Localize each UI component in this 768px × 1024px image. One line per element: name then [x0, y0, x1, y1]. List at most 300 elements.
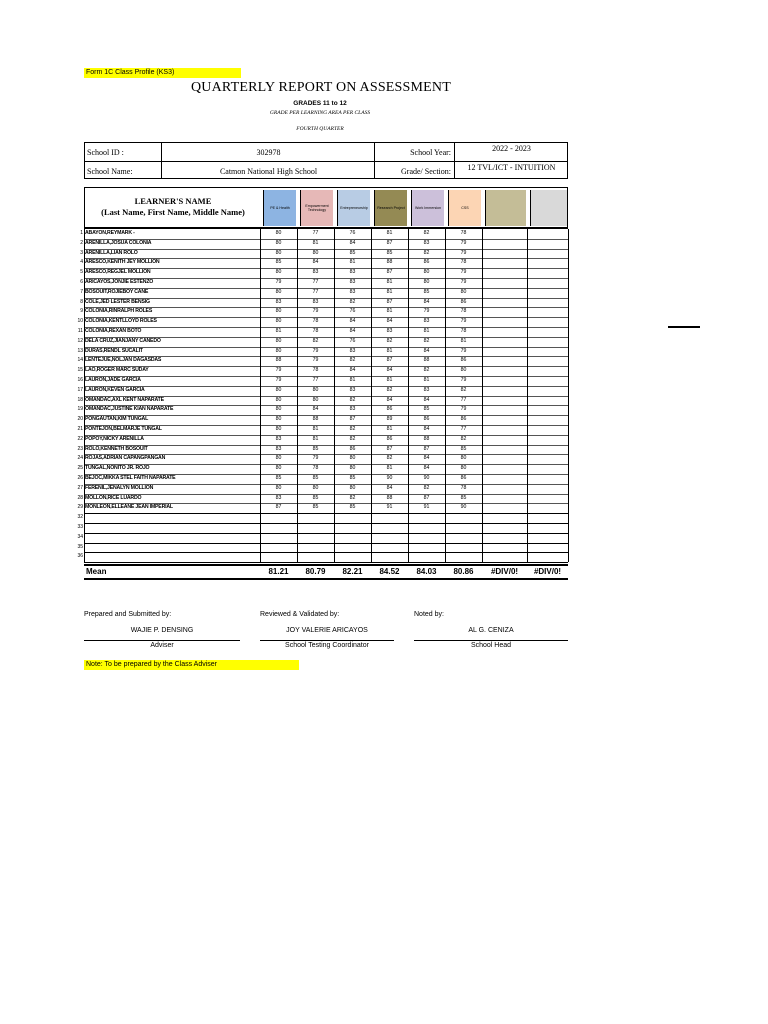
column-divider — [84, 229, 85, 562]
table-row — [77, 543, 568, 553]
row-number: 5 — [80, 269, 83, 276]
table-row — [77, 445, 568, 455]
score-cell: 84 — [423, 396, 430, 403]
score-cell: 87 — [386, 357, 393, 364]
score-cell: 83 — [275, 298, 282, 305]
score-cell: 81 — [312, 239, 319, 246]
reviewed-label: Reviewed & Validated by: — [260, 611, 340, 618]
score-cell: 82 — [386, 386, 393, 393]
subject-header-2: Empowerment Technology — [300, 190, 333, 226]
mean-value: 84.03 — [416, 567, 437, 576]
score-cell: 80 — [312, 484, 319, 491]
table-row — [80, 229, 568, 239]
row-number: 12 — [77, 337, 83, 344]
row-number: 26 — [77, 475, 83, 481]
learner-name-format: (Last Name, First Name, Middle Name) — [101, 207, 245, 217]
score-cell: 88 — [423, 357, 430, 364]
grades-subtitle: GRADES 11 to 12 — [293, 100, 347, 107]
mean-value: 80.86 — [453, 567, 474, 576]
score-cell: 80 — [275, 269, 282, 276]
score-cell: 86 — [460, 475, 467, 481]
score-cell: 87 — [386, 445, 393, 452]
score-cell: 84 — [349, 328, 356, 334]
table-row — [77, 347, 568, 357]
learner-name: LAURON,JADE GARCIA — [85, 377, 141, 383]
row-number: 6 — [80, 279, 83, 285]
score-cell: 82 — [386, 337, 393, 344]
subject-header-4: Research Project — [374, 190, 407, 226]
mean-row — [84, 564, 568, 580]
score-cell: 82 — [312, 337, 319, 344]
row-number: 34 — [77, 533, 83, 540]
score-cell: 82 — [349, 357, 356, 364]
score-cell: 81 — [275, 328, 282, 334]
table-row — [77, 386, 568, 396]
score-cell: 82 — [349, 435, 356, 442]
grade-section-value: 12 TVL/ICT - INTUITION — [467, 163, 556, 172]
score-cell: 83 — [349, 406, 356, 413]
row-number: 22 — [77, 435, 83, 442]
table-row — [77, 405, 568, 415]
score-cell: 82 — [349, 396, 356, 403]
column-divider — [408, 229, 409, 562]
table-row — [77, 396, 568, 406]
score-cell: 90 — [423, 475, 430, 481]
adviser-role: Adviser — [150, 642, 174, 649]
score-cell: 78 — [312, 465, 319, 472]
score-cell: 85 — [460, 494, 467, 501]
score-cell: 87 — [386, 239, 393, 246]
score-cell: 82 — [386, 455, 393, 462]
score-cell: 80 — [275, 230, 282, 236]
score-cell: 82 — [349, 298, 356, 305]
score-cell: 86 — [460, 298, 467, 305]
score-cell: 83 — [423, 318, 430, 325]
score-cell: 85 — [423, 406, 430, 413]
score-cell: 90 — [386, 475, 393, 481]
score-cell: 78 — [460, 308, 467, 315]
row-number: 29 — [77, 504, 83, 511]
score-cell: 79 — [460, 279, 467, 285]
school-name-label: School Name: — [87, 167, 133, 176]
learner-name: MOLLON,RICE LUARDO — [85, 494, 142, 501]
subject-header-3: Entrepreneurship — [337, 190, 370, 226]
score-cell: 85 — [312, 475, 319, 481]
learner-name: ABAYON,REYMARK - — [85, 230, 135, 236]
table-row — [77, 513, 568, 523]
score-cell: 85 — [312, 504, 319, 511]
grade-section-label: Grade/ Section: — [401, 167, 451, 176]
school-name-value: Catmon National High School — [219, 167, 318, 176]
score-cell: 85 — [275, 475, 282, 481]
row-number: 13 — [77, 347, 83, 354]
score-cell: 80 — [349, 484, 356, 491]
score-cell: 84 — [386, 318, 393, 325]
coordinator-signature-line — [260, 640, 394, 641]
learner-name: LENTEJUE,NOLJAN DAGASDAS — [85, 357, 162, 364]
row-number: 33 — [77, 524, 83, 530]
coordinator-name: JOY VALERIE ARICAYOS — [286, 627, 368, 634]
score-cell: 78 — [312, 328, 319, 334]
row-number: 21 — [77, 426, 83, 432]
score-cell: 77 — [460, 426, 467, 432]
form-tag: Form 1C Class Profile (KS3) — [84, 68, 241, 78]
score-cell: 81 — [386, 426, 393, 432]
table-row — [77, 552, 568, 562]
score-cell: 80 — [275, 239, 282, 246]
row-number: 8 — [80, 298, 83, 305]
column-divider — [260, 229, 261, 562]
learner-name: OMANDAC,JUSTINE KIAN NAPARATE — [85, 406, 174, 413]
column-divider — [445, 229, 446, 562]
score-cell: 91 — [423, 504, 430, 511]
score-cell: 88 — [423, 435, 430, 442]
score-cell: 81 — [349, 377, 356, 383]
subject-header-6: CSS — [448, 190, 481, 226]
score-cell: 82 — [423, 249, 430, 256]
score-cell: 77 — [312, 279, 319, 285]
score-cell: 76 — [349, 308, 356, 315]
score-cell: 83 — [423, 386, 430, 393]
table-row — [80, 298, 568, 308]
table-row — [77, 317, 568, 327]
row-number: 27 — [77, 484, 83, 491]
score-cell: 82 — [460, 435, 467, 442]
score-cell: 80 — [275, 406, 282, 413]
score-cell: 84 — [349, 367, 356, 374]
score-cell: 81 — [423, 328, 430, 334]
score-cell: 83 — [275, 494, 282, 501]
score-cell: 87 — [423, 445, 430, 452]
head-signature-line — [414, 640, 568, 641]
score-cell: 80 — [275, 455, 282, 462]
score-cell: 80 — [275, 465, 282, 472]
learner-name: ARESCO,KENITH JEY MOLLION — [85, 259, 160, 266]
score-cell: 79 — [460, 249, 467, 256]
score-cell: 80 — [275, 347, 282, 354]
score-cell: 79 — [275, 377, 282, 383]
row-number: 23 — [77, 445, 83, 452]
score-cell: 80 — [312, 386, 319, 393]
score-cell: 86 — [460, 416, 467, 423]
score-cell: 78 — [460, 230, 467, 236]
score-cell: 77 — [312, 230, 319, 236]
row-number: 2 — [80, 239, 83, 246]
table-row — [77, 425, 568, 435]
adviser-name: WAJIE P. DENSING — [130, 627, 194, 634]
learner-name: FERENIL,JENALYN MOLLION — [85, 484, 154, 491]
row-number: 28 — [77, 494, 83, 501]
mean-value: 82.21 — [342, 567, 363, 576]
table-row — [77, 464, 568, 474]
score-cell: 83 — [423, 239, 430, 246]
score-cell: 79 — [312, 455, 319, 462]
adviser-note: Note: To be prepared by the Class Adviser — [84, 660, 299, 670]
row-number: 15 — [77, 367, 83, 374]
score-cell: 88 — [275, 357, 282, 364]
score-cell: 79 — [312, 308, 319, 315]
score-cell: 80 — [275, 386, 282, 393]
school-id-value: 302978 — [256, 148, 281, 157]
score-cell: 82 — [423, 230, 430, 236]
row-number: 35 — [77, 543, 83, 550]
mean-value: 81.21 — [268, 567, 289, 576]
row-number: 19 — [77, 406, 83, 413]
table-row — [77, 376, 568, 386]
coordinator-role: School Testing Coordinator — [285, 642, 369, 649]
score-cell: 79 — [275, 279, 282, 285]
score-cell: 89 — [386, 416, 393, 423]
score-cell: 80 — [460, 465, 467, 472]
learner-name: ROJAS,ADRIAN CAPANGPANGAN — [85, 455, 166, 462]
score-cell: 84 — [423, 347, 430, 354]
score-cell: 86 — [460, 357, 467, 364]
score-cell: 85 — [312, 445, 319, 452]
noted-label: Noted by: — [414, 611, 444, 618]
score-cell: 83 — [312, 298, 319, 305]
score-cell: 84 — [423, 455, 430, 462]
row-number: 20 — [77, 416, 83, 423]
learner-name: COLONIA,KENTLLOYD ROLES — [85, 318, 157, 325]
score-cell: 79 — [460, 318, 467, 325]
score-cell: 82 — [423, 337, 430, 344]
score-cell: 82 — [349, 426, 356, 432]
column-divider — [568, 229, 569, 562]
score-cell: 87 — [349, 416, 356, 423]
score-cell: 87 — [275, 504, 282, 511]
score-cell: 78 — [460, 259, 467, 266]
score-cell: 80 — [275, 416, 282, 423]
table-row — [80, 249, 568, 259]
row-number: 17 — [77, 386, 83, 393]
table-row — [80, 258, 568, 268]
table-row — [77, 415, 568, 425]
score-cell: 80 — [275, 484, 282, 491]
score-cell: 84 — [386, 367, 393, 374]
score-cell: 77 — [312, 377, 319, 383]
learner-name-header — [85, 196, 261, 218]
score-cell: 82 — [349, 494, 356, 501]
school-year-label: School Year: — [410, 148, 451, 157]
row-number: 3 — [80, 249, 83, 256]
score-cell: 87 — [386, 298, 393, 305]
learner-name: PONTEJON,BELMARJE TUNGAL — [85, 426, 162, 432]
report-title: QUARTERLY REPORT ON ASSESSMENT — [190, 80, 451, 95]
table-row — [77, 503, 568, 513]
score-cell: 81 — [386, 279, 393, 285]
score-cell: 86 — [423, 416, 430, 423]
score-cell: 81 — [386, 347, 393, 354]
table-row — [77, 327, 568, 337]
school-year-value: 2022 - 2023 — [492, 144, 531, 153]
table-row — [77, 337, 568, 347]
score-cell: 83 — [349, 386, 356, 393]
score-cell: 88 — [386, 494, 393, 501]
score-cell: 80 — [460, 367, 467, 374]
table-row — [77, 356, 568, 366]
mean-label: Mean — [86, 567, 107, 576]
table-header — [84, 187, 568, 229]
row-number: 16 — [77, 377, 83, 383]
learner-name: LAO,ROGER MARC SUDAY — [85, 367, 149, 374]
row-number: 1 — [80, 230, 83, 236]
score-cell: 76 — [349, 230, 356, 236]
score-cell: 88 — [386, 259, 393, 266]
score-cell: 81 — [460, 337, 467, 344]
score-cell: 90 — [460, 504, 467, 511]
score-cell: 79 — [460, 239, 467, 246]
learner-name: COLE,JED LESTER BENSIG — [85, 298, 150, 305]
score-cell: 81 — [312, 435, 319, 442]
row-number: 18 — [77, 396, 83, 403]
mean-value: 84.52 — [379, 567, 400, 576]
learner-name: COLONIA,RINRALPH ROLES — [85, 308, 153, 315]
learner-name-heading: LEARNER'S NAME — [134, 196, 212, 206]
subject-header-1: PE & Health — [263, 190, 296, 226]
score-cell: 84 — [349, 239, 356, 246]
score-cell: 80 — [349, 455, 356, 462]
score-cell: 85 — [349, 504, 356, 511]
column-divider — [527, 229, 528, 562]
row-number: 11 — [77, 328, 83, 334]
score-cell: 84 — [423, 426, 430, 432]
score-cell: 80 — [275, 426, 282, 432]
table-row — [77, 435, 568, 445]
learner-name: MONLEON,ELLEANE JEAN IMPERIAL — [85, 504, 173, 511]
score-cell: 83 — [386, 328, 393, 334]
learner-name: DELA CRUZ,JIANJANY CANEDO — [85, 337, 161, 344]
score-cell: 81 — [386, 465, 393, 472]
score-cell: 80 — [312, 396, 319, 403]
score-cell: 79 — [460, 377, 467, 383]
row-number: 10 — [77, 318, 83, 325]
score-cell: 80 — [460, 455, 467, 462]
score-cell: 85 — [386, 249, 393, 256]
table-row — [80, 239, 568, 249]
score-cell: 79 — [460, 347, 467, 354]
score-cell: 80 — [275, 308, 282, 315]
mean-value: #DIV/0! — [490, 567, 519, 576]
school-info-table — [84, 142, 568, 179]
score-cell: 81 — [386, 377, 393, 383]
adviser-signature-line — [84, 640, 240, 641]
row-number: 14 — [77, 357, 83, 364]
score-cell: 84 — [349, 318, 356, 325]
learner-name: ARICAYOS,JONJIE ESTENZO — [85, 279, 154, 285]
score-cell: 80 — [349, 465, 356, 472]
score-cell: 78 — [312, 367, 319, 374]
assessment-table — [77, 187, 568, 577]
score-cell: 83 — [349, 269, 356, 276]
stray-line — [668, 326, 700, 328]
table-row — [80, 278, 568, 288]
table-row — [80, 268, 568, 278]
learner-name: POPOY,NICKY ARENILLA — [85, 435, 144, 442]
learner-name: BOSOUIT,ROJIEBOY CANE — [85, 288, 149, 295]
score-cell: 77 — [460, 396, 467, 403]
row-number: 36 — [77, 553, 83, 560]
column-divider — [334, 229, 335, 562]
score-cell: 80 — [275, 318, 282, 325]
learner-name: ARENILLA,LIAN ROLO — [85, 249, 138, 256]
score-cell: 86 — [386, 435, 393, 442]
score-cell: 80 — [275, 288, 282, 295]
score-cell: 78 — [312, 318, 319, 325]
score-cell: 85 — [423, 288, 430, 295]
subject-header-7 — [485, 190, 526, 226]
table-row — [80, 307, 568, 317]
score-cell: 80 — [275, 249, 282, 256]
row-number: 7 — [80, 288, 83, 295]
score-cell: 78 — [460, 328, 467, 334]
score-cell: 80 — [423, 269, 430, 276]
score-cell: 81 — [386, 230, 393, 236]
learner-name: ARESCO,REGJEL MOLLION — [85, 269, 151, 276]
table-row — [77, 533, 568, 543]
score-cell: 81 — [349, 259, 356, 266]
score-cell: 88 — [312, 416, 319, 423]
score-cell: 80 — [460, 288, 467, 295]
score-cell: 80 — [275, 337, 282, 344]
score-cell: 77 — [312, 288, 319, 295]
score-cell: 81 — [312, 426, 319, 432]
score-cell: 83 — [275, 435, 282, 442]
score-cell: 84 — [386, 484, 393, 491]
score-cell: 86 — [349, 445, 356, 452]
score-cell: 86 — [386, 406, 393, 413]
learner-name: LAURON,KEVEN GARCIA — [85, 386, 145, 393]
score-cell: 80 — [275, 396, 282, 403]
learner-name: ROLO,KENNETH BOSOUIT — [85, 445, 148, 452]
table-row — [77, 484, 568, 494]
score-cell: 78 — [460, 484, 467, 491]
score-cell: 85 — [312, 494, 319, 501]
subject-header-8 — [530, 190, 567, 226]
head-name: AL G. CENIZA — [468, 627, 514, 634]
column-divider — [297, 229, 298, 562]
score-cell: 81 — [423, 377, 430, 383]
row-number: 4 — [80, 259, 83, 266]
score-cell: 84 — [386, 396, 393, 403]
score-cell: 79 — [460, 269, 467, 276]
score-cell: 83 — [349, 288, 356, 295]
row-number: 9 — [80, 308, 83, 315]
score-cell: 84 — [312, 406, 319, 413]
table-row — [77, 366, 568, 376]
score-cell: 87 — [423, 494, 430, 501]
table-row — [77, 454, 568, 464]
score-cell: 91 — [386, 504, 393, 511]
score-cell: 76 — [349, 337, 356, 344]
score-cell: 84 — [423, 465, 430, 472]
score-cell: 83 — [312, 269, 319, 276]
score-cell: 79 — [312, 347, 319, 354]
learner-name: TUNGAL,NONITO JR. ROJO — [85, 465, 150, 472]
score-cell: 79 — [275, 367, 282, 374]
score-cell: 80 — [312, 249, 319, 256]
score-cell: 85 — [349, 249, 356, 256]
column-divider — [371, 229, 372, 562]
grade-per-area-subtitle: GRADE PER LEARNING AREA PER CLASS — [269, 110, 371, 116]
learner-name: BEJOC,MIKKA STEL FAITH NAPARATE — [85, 475, 176, 481]
row-number: 25 — [77, 465, 83, 472]
score-cell: 86 — [423, 259, 430, 266]
score-cell: 79 — [460, 406, 467, 413]
table-row — [77, 523, 568, 533]
row-number: 32 — [77, 514, 83, 521]
quarter-subtitle: FOURTH QUARTER — [296, 126, 344, 132]
school-id-label: School ID : — [87, 148, 124, 157]
